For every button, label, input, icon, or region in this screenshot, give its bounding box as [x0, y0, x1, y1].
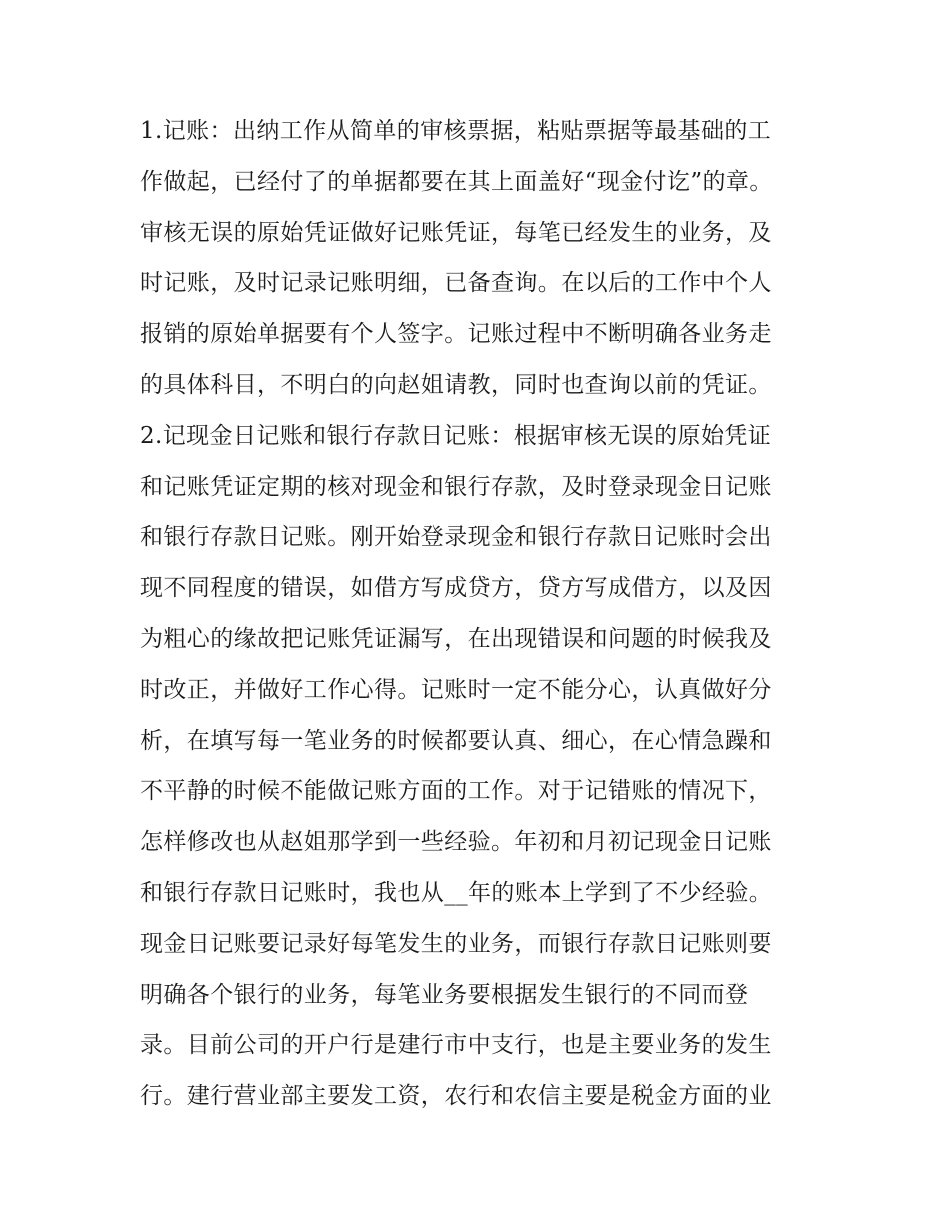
- text-line: 和银行存款日记账。刚开始登录现金和银行存款日记账时会出: [140, 524, 772, 551]
- text-line: 现金日记账要记录好每笔发生的业务，而银行存款日记账则要: [140, 930, 772, 957]
- text-line: 1.记账：出纳工作从简单的审核票据，粘贴票据等最基础的工: [140, 118, 772, 144]
- text-line: 不平静的时候不能做记账方面的工作。对于记错账的情况下，: [140, 778, 772, 805]
- text-line: 审核无误的原始凭证做好记账凭证，每笔已经发生的业务，及: [140, 219, 772, 246]
- body-text: [140, 106, 830, 1122]
- text-line: 的具体科目，不明白的向赵姐请教，同时也查询以前的凭证。: [140, 371, 772, 398]
- text-line: 时记账，及时记录记账明细，已备查询。在以后的工作中个人: [140, 270, 772, 297]
- text-line: 报销的原始单据要有个人签字。记账过程中不断明确各业务走: [140, 321, 772, 348]
- text-line: 现不同程度的错误，如借方写成贷方，贷方写成借方，以及因: [140, 575, 772, 602]
- text-line: 录。目前公司的开户行是建行市中支行，也是主要业务的发生: [140, 1032, 772, 1059]
- text-line: 析，在填写每一笔业务的时候都要认真、细心，在心情急躁和: [140, 727, 772, 754]
- text-line: 2.记现金日记账和银行存款日记账：根据审核无误的原始凭证: [140, 422, 772, 449]
- text-line: 作做起，已经付了的单据都要在其上面盖好“现金付讫”的章。: [140, 168, 773, 195]
- text-line: 为粗心的缘故把记账凭证漏写，在出现错误和问题的时候我及: [140, 625, 772, 652]
- text-line: 怎样修改也从赵姐那学到一些经验。年初和月初记现金日记账: [140, 829, 772, 856]
- text-line: 明确各个银行的业务，每笔业务要根据发生银行的不同而登: [140, 981, 749, 1008]
- text-line: 时改正，并做好工作心得。记账时一定不能分心，认真做好分: [140, 676, 772, 703]
- text-line: 和银行存款日记账时，我也从__年的账本上学到了不少经验。: [140, 879, 773, 906]
- text-line: 行。建行营业部主要发工资，农行和农信主要是税金方面的业: [140, 1083, 772, 1110]
- text-line: 和记账凭证定期的核对现金和银行存款，及时登录现金日记账: [140, 473, 772, 500]
